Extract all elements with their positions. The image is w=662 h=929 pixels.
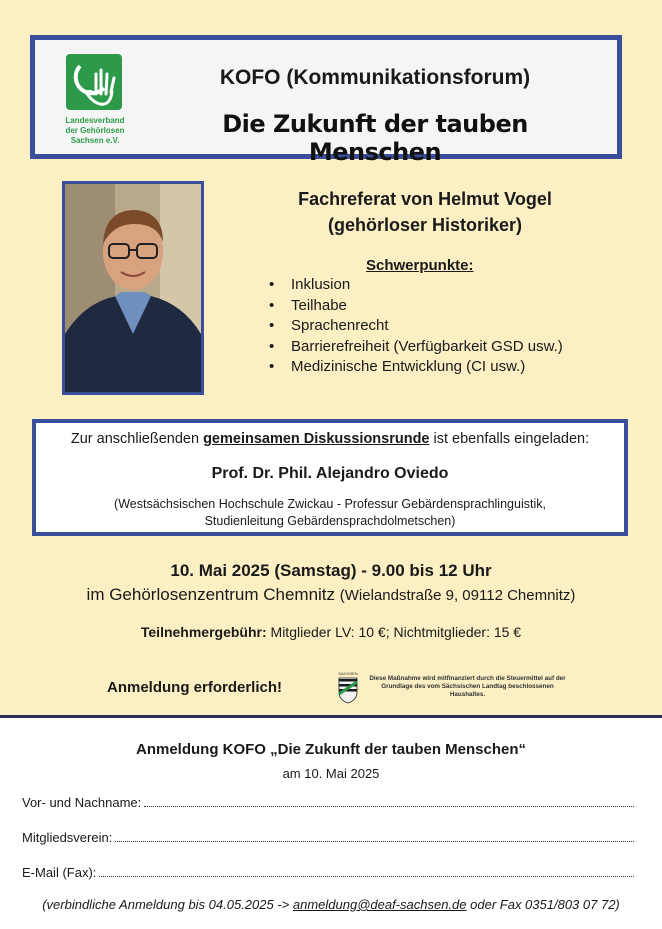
invite-text: Zur anschließenden <box>70 431 204 447</box>
invite-text: ist ebenfalls eingeladen: <box>429 431 590 447</box>
logo-caption-line: Landesverband <box>65 116 125 125</box>
contact-field-label: E-Mail (Fax): <box>22 865 97 880</box>
note-text: (verbindliche Anmeldung bis 04.05.2025 -> <box>42 897 293 912</box>
contact-field[interactable] <box>22 865 634 880</box>
association-logo <box>63 54 125 150</box>
hand-icon <box>66 54 122 110</box>
event-fee <box>0 624 662 640</box>
funding-logo-label: SACHSEN <box>338 671 358 676</box>
club-field[interactable] <box>22 830 634 845</box>
registration-email-link[interactable]: anmeldung@deaf-sachsen.de <box>292 897 467 912</box>
discussion-invite <box>36 431 624 447</box>
club-field-line[interactable] <box>115 840 634 842</box>
speaker-role: (gehörloser Historiker) <box>327 215 523 235</box>
fee-text: Mitglieder LV: 10 €; Nichtmitglieder: 15 € <box>270 624 522 640</box>
event-name: KOFO (Kommunikationsforum) <box>219 66 531 89</box>
page-title: Die Zukunft der tauben Menschen <box>222 110 528 166</box>
funding-notice: Diese Maßnahme wird mitfinanziert durch die Steuermittel auf der Grundlage des vom Sächsischen Landtag beschlossenen Haushaltes. <box>369 675 566 698</box>
list-item: • Sprachenrecht <box>269 316 563 337</box>
name-field-line[interactable] <box>144 805 634 807</box>
list-item: • Teilhabe <box>269 296 563 317</box>
name-field[interactable] <box>22 795 634 810</box>
venue-address: (Wielandstraße 9, 09112 Chemnitz) <box>339 587 576 604</box>
name-field-label: Vor- und Nachname: <box>22 795 142 810</box>
focus-list <box>269 275 563 378</box>
list-item: • Medizinische Entwicklung (CI usw.) <box>269 357 563 378</box>
speaker-heading <box>235 186 615 238</box>
form-date: am 10. Mai 2025 <box>282 766 380 781</box>
list-item: • Inklusion <box>269 275 563 296</box>
event-date-time: 10. Mai 2025 (Samstag) - 9.00 bis 12 Uhr <box>170 561 492 580</box>
registration-required: Anmeldung erforderlich! <box>107 679 283 696</box>
fee-label: Teilnehmergebühr: <box>140 624 267 640</box>
logo-caption <box>55 116 135 146</box>
guest-affiliation <box>36 496 624 530</box>
logo-caption-line: der Gehörlosen <box>65 126 125 135</box>
club-field-label: Mitgliedsverein: <box>22 830 113 845</box>
speaker-name: Fachreferat von Helmut Vogel <box>298 189 552 209</box>
focus-heading: Schwerpunkte: <box>366 257 474 274</box>
venue-name: im Gehörlosenzentrum Chemnitz <box>86 585 336 604</box>
list-item: • Barrierefreiheit (Verfügbarkeit GSD usw.) <box>269 337 563 358</box>
guest-name: Prof. Dr. Phil. Alejandro Oviedo <box>211 465 449 482</box>
affiliation-line: (Westsächsischen Hochschule Zwickau - Professur Gebärdensprachlinguistik, <box>114 497 546 511</box>
event-venue <box>0 585 662 605</box>
section-divider <box>0 715 662 718</box>
header-box <box>30 35 622 166</box>
contact-field-line[interactable] <box>99 875 634 877</box>
speaker-photo <box>62 181 204 395</box>
saxony-coat-of-arms-icon <box>336 670 360 704</box>
registration-note <box>0 897 662 912</box>
discussion-box <box>32 419 628 536</box>
form-title: Anmeldung KOFO „Die Zukunft der tauben Menschen“ <box>135 741 526 758</box>
note-text: oder Fax 0351/803 07 72) <box>466 897 620 912</box>
logo-caption-line: Sachsen e.V. <box>70 136 120 145</box>
invite-emphasis: gemeinsamen Diskussionsrunde <box>203 431 430 447</box>
affiliation-line: Studienleitung Gebärdensprachdolmetschen) <box>204 514 456 528</box>
